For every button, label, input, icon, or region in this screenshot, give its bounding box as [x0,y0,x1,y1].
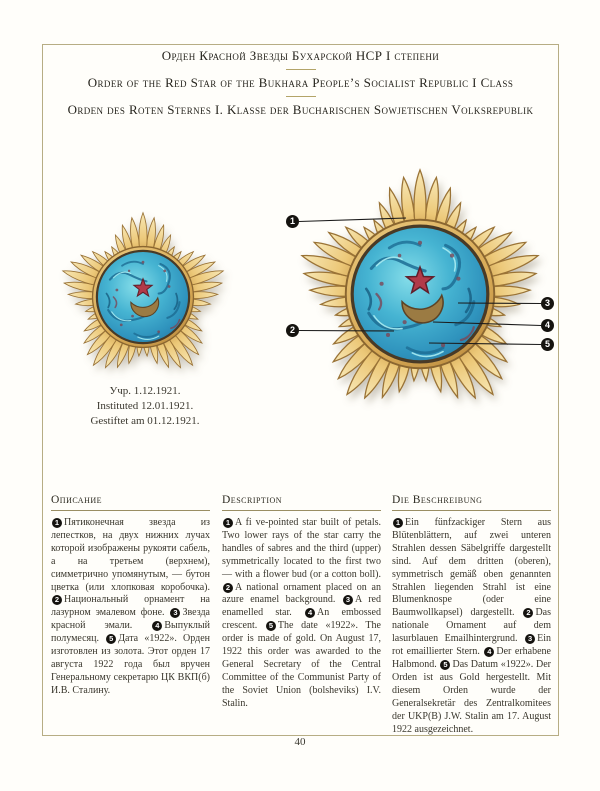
item-marker: 4 [152,621,162,631]
item-marker: 1 [393,518,403,528]
date-german: Gestiftet am 01.12.1921. [90,415,200,427]
item-marker: 3 [525,634,535,644]
item-marker: 5 [106,634,116,644]
right-medal-image [292,166,548,422]
item-marker: 3 [343,595,353,605]
column-heading-russian: Описание [51,494,210,511]
header [42,49,559,116]
title-divider [286,96,316,97]
callout-badge-3: 3 [541,297,554,310]
callout-badge-4: 4 [541,319,554,332]
column-heading-german: Die Beschreibung [392,494,551,511]
item-marker: 1 [52,518,62,528]
title-divider [286,69,316,70]
item-marker: 1 [223,518,233,528]
item-marker: 4 [484,647,494,657]
item-marker: 5 [440,660,450,670]
callout-badge-5: 5 [541,338,554,351]
column-text-german: 1 Ein fünfzackiger Stern aus Blütenblättern, auf zwei unteren Strahlen dessen Säbelgriffe dargestellt sind. Auf dem dritten (oberen), symmetrisch gemäß oben genannten Strahlen liegenden Strahl ist eine Blumenknospe (oder eine Baumwollkapsel) dargestellt. 2 Das nationale Ornament auf dem lasurblauen Emailhintergrund. 3 Ein rot emaillierter Stern. 4 Der erhabene Halbmond. 5 Das Datum «1922». Der Orden ist aus Gold hergestellt. Mit diesem Orden wurde der Generalsekretär des Zentralkomitees der UKP(B) J.W. Stalin am 17. August 1922 ausgezeichnet. [392,517,552,735]
date-russian: Учр. 1.12.1921. [109,385,181,397]
column-heading-english: Description [222,494,381,511]
title-russian: Орден Красной Звезды Бухарской НСР I степени [161,48,440,63]
item-marker: 5 [266,621,276,631]
column-english [222,494,381,711]
item-marker: 4 [305,608,315,618]
column-russian [51,494,210,698]
page-number: 40 [294,736,306,748]
item-marker: 2 [223,583,233,593]
date-english: Instituted 12.01.1921. [96,400,194,412]
item-marker: 3 [170,608,180,618]
institution-dates [56,384,234,429]
item-marker: 2 [523,608,533,618]
column-german [392,494,551,736]
title-german: Orden des Roten Sternes I. Klasse der Bucharischen Sowjetischen Volksrepublik [67,102,534,117]
callout-badge-1: 1 [286,215,299,228]
title-english: Order of the Red Star of the Bukhara People’s Socialist Republic I Class [87,75,514,90]
callout-badge-2: 2 [286,324,299,337]
item-marker: 2 [52,595,62,605]
left-medal-image [56,210,230,384]
column-text-russian: 1 Пятиконечная звезда из лепестков, на двух нижних лучах которой изображены рукояти сабель, а на третьем (верхнем), симметрично упомянутым, — бутон цветка (или хлопковая коробочка). 2 Национальный орнамент на лазурном эмалевом фоне. 3 Звезда красной эмали. 4 Выпуклый полумесяц. 5 Дата «1922». Орден изготовлен из золота. Этот орден 17 августа 1922 года был вручен Генеральному секретарю ЦК ВКП(б) И.В. Сталину. [51,517,210,696]
column-text-english: 1 A fi ve-pointed star built of petals. Two lower rays of the star carry the handles of sabres and the third (upper) symmetrically located to the first two — with a flower bud (or a cotton boll). 2 A national ornament placed on an azure enamel background. 3 A red enamelled star. 4 An embossed crescent. 5 The date «1922». The order is made of gold. On August 17, 1922 this order was awarded to the General Secretary of the Central Committee of the Communist Party of the Soviet Union (bolsheviks) I.V. Stalin. [222,517,381,709]
